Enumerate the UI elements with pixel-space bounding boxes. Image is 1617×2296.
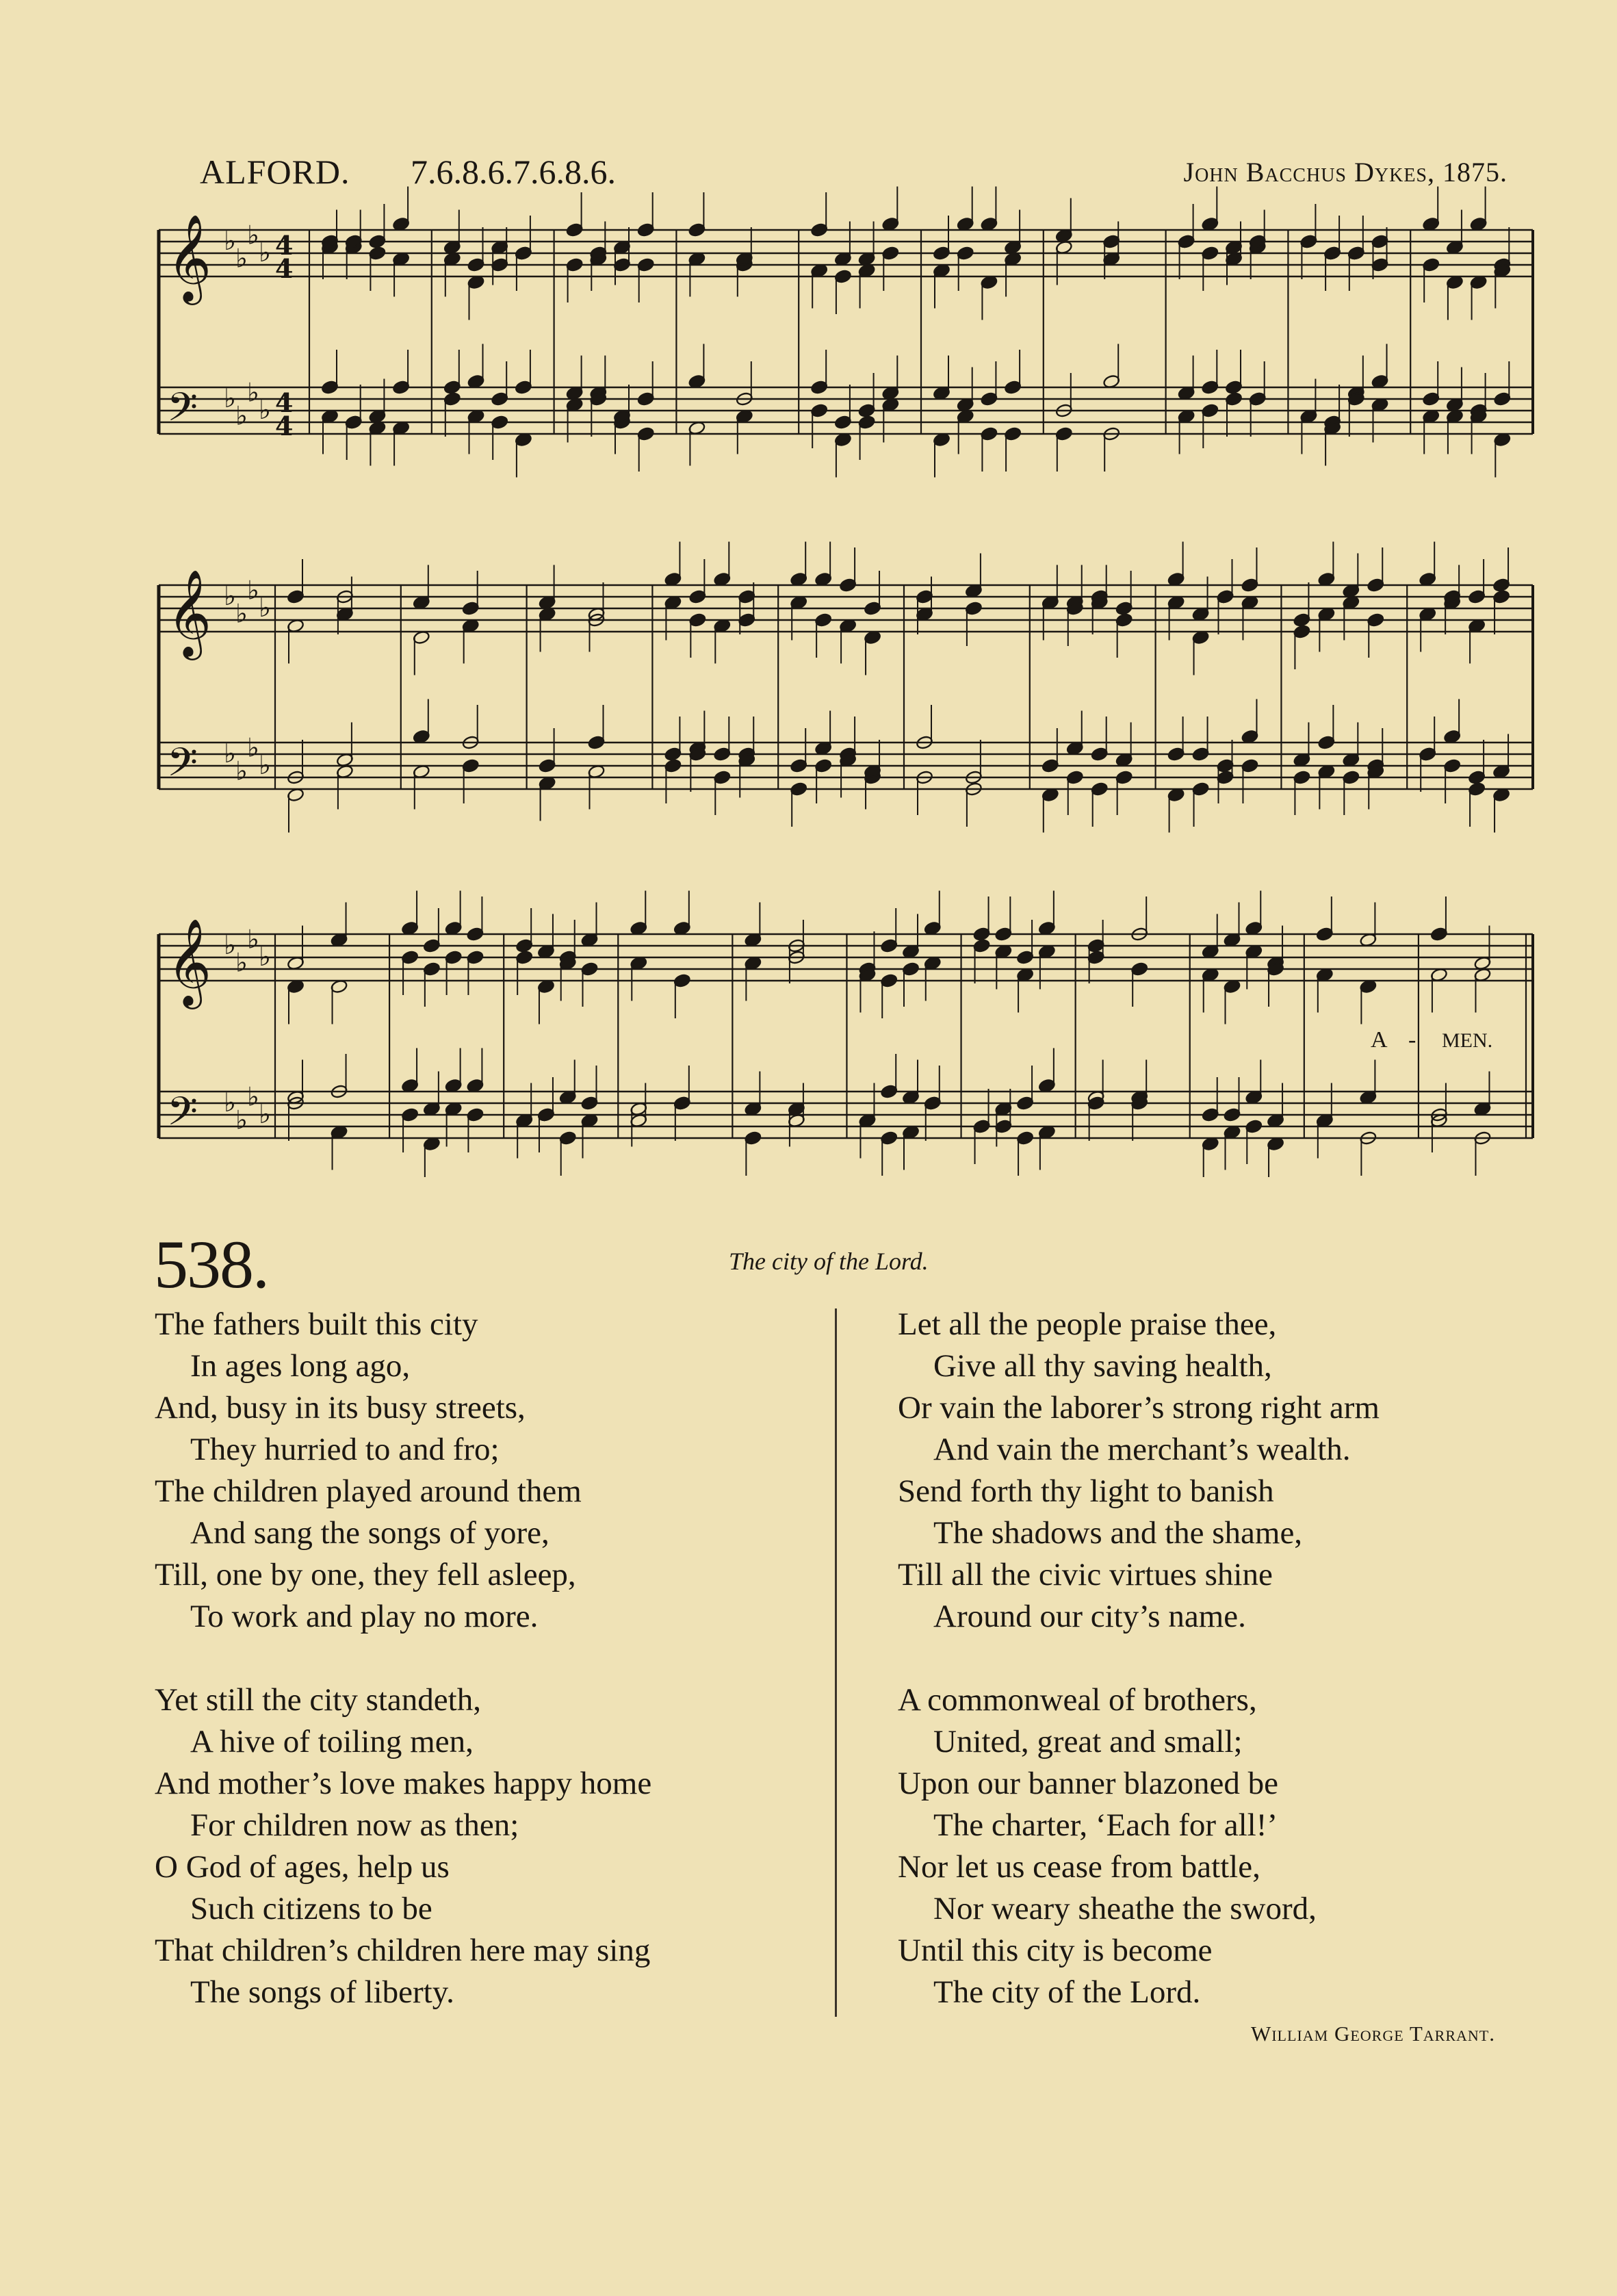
flat-sign-icon: ♭ bbox=[259, 942, 271, 972]
verse-line: Till, one by one, they fell asleep, bbox=[155, 1557, 576, 1592]
flat-sign-icon: ♭ bbox=[259, 593, 271, 623]
verse-line: Yet still the city standeth, bbox=[155, 1682, 481, 1718]
tune-name: ALFORD. bbox=[200, 153, 350, 191]
verse-line: In ages long ago, bbox=[190, 1348, 411, 1384]
flat-sign-icon: ♭ bbox=[235, 400, 248, 431]
hymn-number: 538. bbox=[154, 1226, 268, 1302]
score-content bbox=[159, 187, 1533, 1178]
verse-line: The fathers built this city bbox=[155, 1306, 478, 1342]
verse-line: Until this city is become bbox=[898, 1933, 1213, 1968]
verse-line: And mother’s love makes happy home bbox=[155, 1766, 652, 1801]
verse-line: Such citizens to be bbox=[190, 1891, 432, 1926]
verse-line: United, great and small; bbox=[933, 1724, 1243, 1759]
verse-line: That children’s children here may sing bbox=[155, 1933, 651, 1968]
flat-sign-icon: ♭ bbox=[259, 395, 271, 425]
flat-sign-icon: ♭ bbox=[247, 732, 259, 763]
verse-line: Around our city’s name. bbox=[933, 1599, 1246, 1634]
hymn-subtitle: The city of the Lord. bbox=[729, 1248, 929, 1275]
time-signature: 4 bbox=[275, 387, 294, 418]
hymn-text-right-column bbox=[898, 1304, 1568, 2055]
verse-line: And sang the songs of yore, bbox=[190, 1515, 549, 1551]
flat-sign-icon: ♭ bbox=[247, 220, 259, 250]
flat-sign-icon: ♭ bbox=[224, 581, 236, 611]
verse-line: A commonweal of brothers, bbox=[898, 1682, 1257, 1718]
amen-syllable-men: MEN. bbox=[1442, 1029, 1493, 1052]
bass-clef-icon: 𝄢 bbox=[167, 739, 198, 795]
time-signature: 4 bbox=[275, 411, 294, 441]
flat-sign-icon: ♭ bbox=[224, 930, 236, 960]
flat-sign-icon: ♭ bbox=[224, 1087, 236, 1118]
flat-sign-icon: ♭ bbox=[235, 598, 248, 629]
amen-syllable-dash: - bbox=[1408, 1027, 1417, 1053]
flat-sign-icon: ♭ bbox=[259, 237, 271, 268]
verse-line: The children played around them bbox=[155, 1473, 582, 1509]
flat-sign-icon: ♭ bbox=[235, 756, 248, 786]
time-signature: 4 bbox=[275, 253, 294, 284]
flat-sign-icon: ♭ bbox=[259, 750, 271, 780]
flat-sign-icon: ♭ bbox=[247, 575, 259, 606]
verse-line: To work and play no more. bbox=[190, 1599, 539, 1634]
treble-clef-icon: 𝄞 bbox=[167, 569, 212, 656]
verse-line: Upon our banner blazoned be bbox=[898, 1766, 1278, 1801]
column-divider bbox=[835, 1308, 837, 2017]
verse-line: Send forth thy light to banish bbox=[898, 1473, 1274, 1509]
verse-line: Or vain the laborer’s strong right arm bbox=[898, 1390, 1380, 1426]
flat-sign-icon: ♭ bbox=[259, 1099, 271, 1129]
right-stanza-2 bbox=[898, 1679, 1568, 2013]
verse-line: Give all thy saving health, bbox=[933, 1348, 1272, 1384]
verse-line: The songs of liberty. bbox=[190, 1974, 454, 2010]
flat-sign-icon: ♭ bbox=[235, 947, 248, 978]
flat-sign-icon: ♭ bbox=[247, 1081, 259, 1112]
composer-credit: John Bacchus Dykes, 1875. bbox=[1183, 157, 1508, 188]
verse-line: And, busy in its busy streets, bbox=[155, 1390, 526, 1426]
bass-clef-icon: 𝄢 bbox=[167, 384, 198, 440]
verse-line: Till all the civic virtues shine bbox=[898, 1557, 1273, 1592]
verse-line: Nor weary sheathe the sword, bbox=[933, 1891, 1317, 1926]
hymn-text-left-column bbox=[155, 1304, 825, 2055]
flat-sign-icon: ♭ bbox=[224, 226, 236, 256]
verse-line: For children now as then; bbox=[190, 1807, 519, 1843]
flat-sign-icon: ♭ bbox=[247, 377, 259, 408]
verse-line: Nor let us cease from battle, bbox=[898, 1849, 1260, 1885]
amen-syllable-a: A bbox=[1371, 1027, 1388, 1053]
time-signature: 4 bbox=[275, 230, 294, 261]
verse-line: O God of ages, help us bbox=[155, 1849, 450, 1885]
treble-clef-icon: 𝄞 bbox=[167, 918, 212, 1005]
verse-line: Let all the people praise thee, bbox=[898, 1306, 1277, 1342]
left-stanza-2 bbox=[155, 1679, 825, 2013]
treble-clef-icon: 𝄞 bbox=[167, 214, 212, 301]
bass-clef-icon: 𝄢 bbox=[167, 1088, 198, 1144]
right-stanza-1 bbox=[898, 1304, 1568, 1638]
verse-line: The city of the Lord. bbox=[933, 1974, 1201, 2010]
author-credit: William George Tarrant. bbox=[1250, 2022, 1495, 2046]
verse-line: The charter, ‘Each for all!’ bbox=[933, 1807, 1278, 1843]
verse-line: They hurried to and fro; bbox=[190, 1432, 500, 1467]
flat-sign-icon: ♭ bbox=[224, 383, 236, 413]
flat-sign-icon: ♭ bbox=[247, 924, 259, 955]
verse-line: And vain the merchant’s wealth. bbox=[933, 1432, 1351, 1467]
tune-meter: 7.6.8.6.7.6.8.6. bbox=[411, 153, 616, 191]
flat-sign-icon: ♭ bbox=[235, 243, 248, 274]
flat-sign-icon: ♭ bbox=[235, 1105, 248, 1135]
flat-sign-icon: ♭ bbox=[224, 738, 236, 769]
left-stanza-1 bbox=[155, 1304, 825, 1638]
verse-line: A hive of toiling men, bbox=[190, 1724, 474, 1759]
verse-line: The shadows and the shame, bbox=[933, 1515, 1303, 1551]
